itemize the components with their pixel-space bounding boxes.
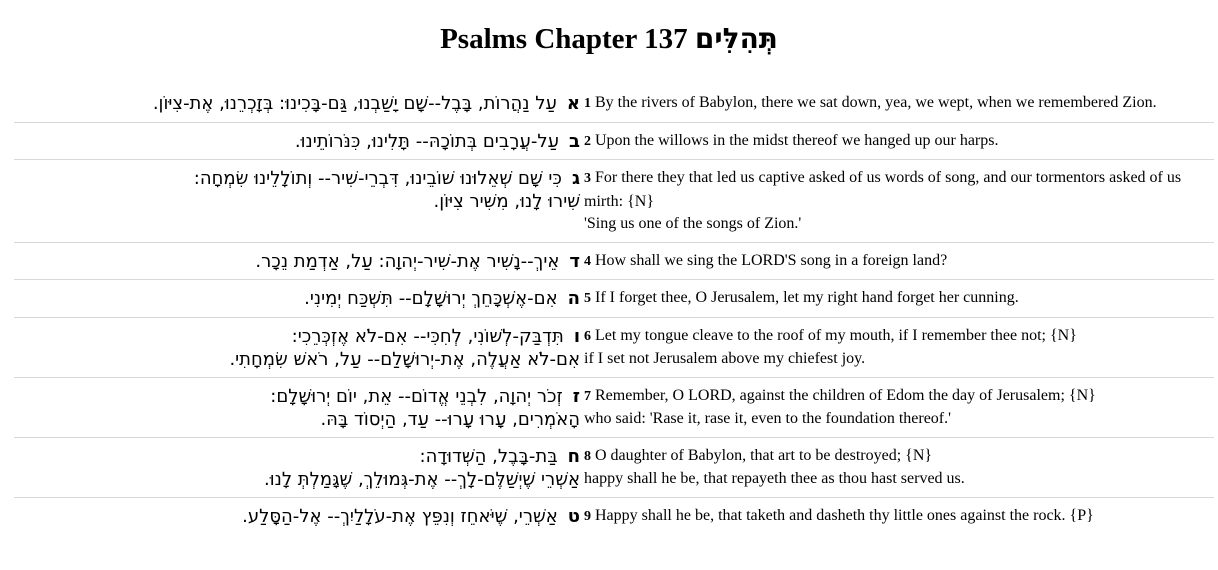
english-line	[584, 385, 1214, 409]
hebrew-line	[14, 287, 580, 310]
english-verse-number: 3	[584, 171, 591, 186]
english-text-cell	[580, 280, 1214, 318]
hebrew-line-text: הָאֹמְרִים, עָרוּ עָרוּ-- עַד, הַיְסוֹד בָּהּ.	[320, 408, 580, 430]
hebrew-line	[14, 348, 580, 371]
hebrew-text-cell	[14, 280, 580, 318]
english-line-text: How shall we sing the LORD'S song in a foreign land?	[595, 251, 948, 269]
verse-row	[14, 377, 1214, 437]
english-text-cell	[580, 317, 1214, 377]
english-verse-number: 4	[584, 253, 591, 269]
english-verse-number: 7	[584, 388, 591, 404]
english-verse-number: 2	[584, 133, 591, 149]
english-line	[584, 250, 1214, 274]
title-hebrew: תְּהִלִּים	[694, 22, 778, 55]
english-verse-number: 8	[584, 448, 591, 464]
hebrew-line-text: אַשְׁרֵי שֶׁיְשַׁלֶּם-לָךְ-- אֶת-גְּמוּלֵךְ, שֶׁגָּמַלְתְּ לָנוּ.	[264, 468, 580, 490]
hebrew-line	[14, 92, 580, 115]
hebrew-line	[14, 408, 580, 431]
hebrew-line	[14, 130, 580, 153]
hebrew-line-text: אִם-אֶשְׁכָּחֵךְ יְרוּשָׁלִָם-- תִּשְׁכַּח יְמִינִי.	[304, 288, 558, 309]
hebrew-line	[14, 445, 580, 468]
verse-row	[14, 85, 1214, 122]
hebrew-line	[14, 505, 580, 528]
english-line	[584, 445, 1214, 469]
english-line-text: Remember, O LORD, against the children of Edom the day of Jerusalem; {N}	[595, 386, 1096, 404]
english-line	[584, 92, 1214, 116]
hebrew-text-cell	[14, 437, 580, 497]
english-line	[584, 468, 1214, 491]
english-line	[584, 325, 1214, 349]
hebrew-line-text: עַל-עֲרָבִים בְּתוֹכָהּ-- תָּלִינוּ, כִּנֹּרוֹתֵינוּ.	[294, 130, 560, 152]
english-line-text: By the rivers of Babylon, there we sat down, yea, we wept, when we remembered Zion.	[595, 94, 1157, 111]
hebrew-line-text: שִׁירוּ לָנוּ, מִשִּׁיר צִיּוֹן.	[433, 191, 580, 212]
hebrew-text-cell	[14, 242, 580, 280]
hebrew-line-text: עַל נַהֲרוֹת, בָּבֶל--שָׁם יָשַׁבְנוּ, גַּם-בָּכִינוּ: בְּזָכְרֵנוּ, אֶת-צִיּוֹן.	[152, 93, 557, 114]
hebrew-text-cell	[14, 160, 580, 243]
hebrew-line-text: אִם-לֹא אַעֲלֶה, אֶת-יְרוּשָׁלִַם-- עַל, רֹאשׁ שִׂמְחָתִי.	[229, 348, 580, 370]
hebrew-line-text: זְכֹר יְהוָה, לִבְנֵי אֱדוֹם-- אֵת, יוֹם יְרוּשָׁלִָם:	[270, 385, 563, 407]
english-verse-number: 5	[584, 291, 591, 306]
hebrew-text-cell	[14, 85, 580, 122]
hebrew-line-text: אַשְׁרֵי, שֶׁיֹּאחֵז וְנִפֵּץ אֶת-עֹלָלַיִךְ-- אֶל-הַסָּלַע.	[242, 505, 558, 527]
hebrew-line-text: תִּדְבַּק-לְשׁוֹנִי, לְחִכִּי-- אִם-לֹא אֶזְכְּרֵכִי:	[291, 325, 564, 347]
english-line-text: 'Sing us one of the songs of Zion.'	[584, 215, 802, 232]
verse-row	[14, 497, 1214, 534]
english-line-text: happy shall he be, that repayeth thee as thou hast served us.	[584, 470, 965, 487]
hebrew-verse-number: ב	[569, 130, 580, 152]
verse-row	[14, 437, 1214, 497]
verse-row	[14, 122, 1214, 160]
english-line-text: O daughter of Babylon, that art to be destroyed; {N}	[595, 446, 933, 464]
hebrew-text-cell	[14, 497, 580, 534]
verse-row	[14, 242, 1214, 280]
english-text-cell	[580, 122, 1214, 160]
english-line	[584, 505, 1214, 529]
hebrew-line-text: אֵיךְ--נָשִׁיר אֶת-שִׁיר-יְהוָה: עַל, אַדְמַת נֵכָר.	[255, 250, 560, 272]
hebrew-verse-number: א	[566, 93, 580, 114]
english-line	[584, 408, 1214, 431]
hebrew-line	[14, 325, 580, 348]
english-verse-number: 6	[584, 328, 591, 344]
english-line-text: who said: 'Rase it, rase it, even to the foundation thereof.'	[584, 410, 951, 427]
english-line	[584, 130, 1214, 154]
hebrew-verse-number: ה	[567, 288, 580, 309]
hebrew-line	[14, 190, 580, 213]
english-line-text: Let my tongue cleave to the roof of my mouth, if I remember thee not; {N}	[595, 326, 1077, 344]
hebrew-verse-number: ד	[569, 250, 580, 272]
title-english: Psalms Chapter 137	[440, 23, 688, 55]
verse-list	[14, 85, 1214, 534]
english-text-cell	[580, 437, 1214, 497]
hebrew-text-cell	[14, 377, 580, 437]
english-line-text: if I set not Jerusalem above my chiefest joy.	[584, 350, 866, 367]
hebrew-verse-number: ט	[567, 505, 580, 527]
psalm-table	[14, 85, 1214, 534]
hebrew-verse-number: ג	[571, 168, 580, 189]
page-title	[0, 22, 1218, 56]
verse-row	[14, 160, 1214, 243]
hebrew-text-cell	[14, 317, 580, 377]
hebrew-verse-number: ח	[567, 445, 580, 467]
hebrew-line-text: בַּת-בָּבֶל, הַשְּׁדוּדָה:	[419, 445, 558, 467]
english-text-cell	[580, 85, 1214, 122]
hebrew-line-text: כִּי שָׁם שְׁאֵלוּנוּ שׁוֹבֵינוּ, דִּבְרֵי-שִׁיר-- וְתוֹלָלֵינוּ שִׂמְחָה:	[193, 168, 562, 189]
english-verse-number: 1	[584, 96, 591, 111]
hebrew-text-cell	[14, 122, 580, 160]
english-line-text: Happy shall he be, that taketh and dasheth thy little ones against the rock. {P}	[595, 506, 1094, 524]
english-text-cell	[580, 377, 1214, 437]
english-line	[584, 348, 1214, 371]
english-verse-number: 9	[584, 508, 591, 524]
hebrew-line	[14, 468, 580, 491]
english-line	[584, 167, 1214, 213]
english-line-text: Upon the willows in the midst thereof we hanged up our harps.	[595, 131, 999, 149]
hebrew-verse-number: ז	[572, 385, 580, 407]
english-line	[584, 287, 1214, 311]
english-text-cell	[580, 160, 1214, 243]
hebrew-line	[14, 385, 580, 408]
english-line-text: If I forget thee, O Jerusalem, let my right hand forget her cunning.	[595, 289, 1019, 306]
english-text-cell	[580, 242, 1214, 280]
verse-row	[14, 280, 1214, 318]
hebrew-line	[14, 250, 580, 273]
hebrew-verse-number: ו	[573, 325, 580, 347]
english-line	[584, 213, 1214, 236]
hebrew-line	[14, 167, 580, 190]
verse-row	[14, 317, 1214, 377]
english-text-cell	[580, 497, 1214, 534]
english-line-text: For there they that led us captive asked of us words of song, and our tormentors asked of us mirth: {N}	[584, 169, 1182, 210]
